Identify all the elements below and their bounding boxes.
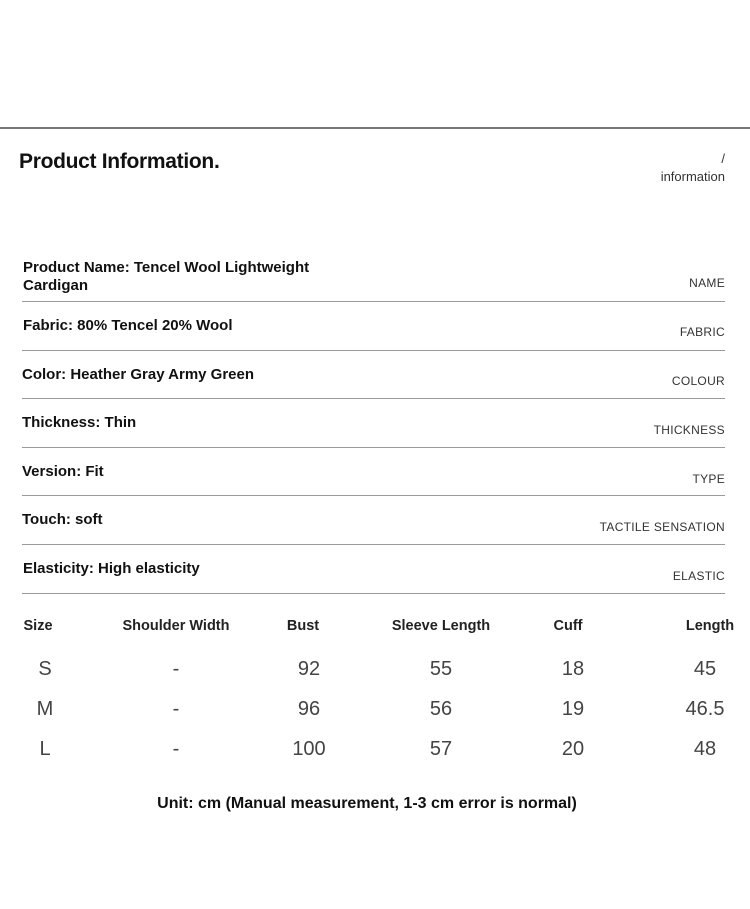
table-cell: 20 [561, 738, 585, 760]
length-header: Length [685, 618, 735, 634]
spec-tag: TACTILE SENSATION [599, 520, 725, 534]
spec-tag: TYPE [692, 472, 725, 486]
page-title: Product Information. [19, 150, 220, 173]
spec-row-elastic [22, 544, 725, 594]
sleeve-length-header: Sleeve Length [391, 618, 491, 634]
spec-label: Fabric: 80% Tencel 20% Wool [23, 317, 233, 334]
spec-row-thickness [22, 398, 725, 448]
table-cell: 48 [693, 738, 717, 760]
spec-label: Thickness: Thin [22, 414, 137, 431]
table-cell: S [38, 658, 52, 680]
table-cell: 96 [297, 698, 321, 720]
corner-text: information [660, 169, 725, 184]
spec-label: Product Name: Tencel Wool Lightweight Cardigan [23, 259, 310, 294]
spec-tag: THICKNESS [653, 423, 725, 437]
table-cell: 100 [292, 738, 326, 760]
bust-header: Bust [286, 618, 320, 634]
table-cell: 55 [429, 658, 453, 680]
spec-tag: ELASTIC [672, 569, 725, 583]
spec-label: Color: Heather Gray Army Green [22, 366, 255, 383]
table-cell: - [172, 738, 180, 760]
spec-tag: NAME [689, 276, 725, 290]
measurement-note: Unit: cm (Manual measurement, 1-3 cm error is normal) [157, 795, 577, 812]
table-cell: - [172, 658, 180, 680]
spec-label: Touch: soft [22, 511, 103, 528]
spec-tag: COLOUR [671, 374, 725, 388]
table-cell: 18 [561, 658, 585, 680]
size-header: Size [23, 618, 53, 634]
table-cell: 56 [429, 698, 453, 720]
spec-row-type [22, 447, 725, 496]
table-cell: 46.5 [685, 698, 725, 720]
spec-label: Elasticity: High elasticity [23, 560, 200, 577]
spec-row-tactile [22, 495, 725, 545]
table-cell: L [39, 738, 51, 760]
table-cell: 19 [561, 698, 585, 720]
shoulder-width-header: Shoulder Width [122, 618, 230, 634]
top-divider [0, 127, 750, 129]
table-cell: 45 [693, 658, 717, 680]
spec-row-fabric [22, 301, 725, 351]
table-cell: M [36, 698, 54, 720]
table-cell: 92 [297, 658, 321, 680]
spec-label: Version: Fit [22, 463, 104, 480]
corner-slash: / [721, 151, 725, 166]
cuff-header: Cuff [553, 618, 583, 634]
table-cell: 57 [429, 738, 453, 760]
spec-row-name [22, 255, 725, 302]
spec-row-colour [22, 350, 725, 399]
corner-label [661, 150, 725, 186]
spec-tag: FABRIC [679, 325, 725, 339]
table-cell: - [172, 698, 180, 720]
